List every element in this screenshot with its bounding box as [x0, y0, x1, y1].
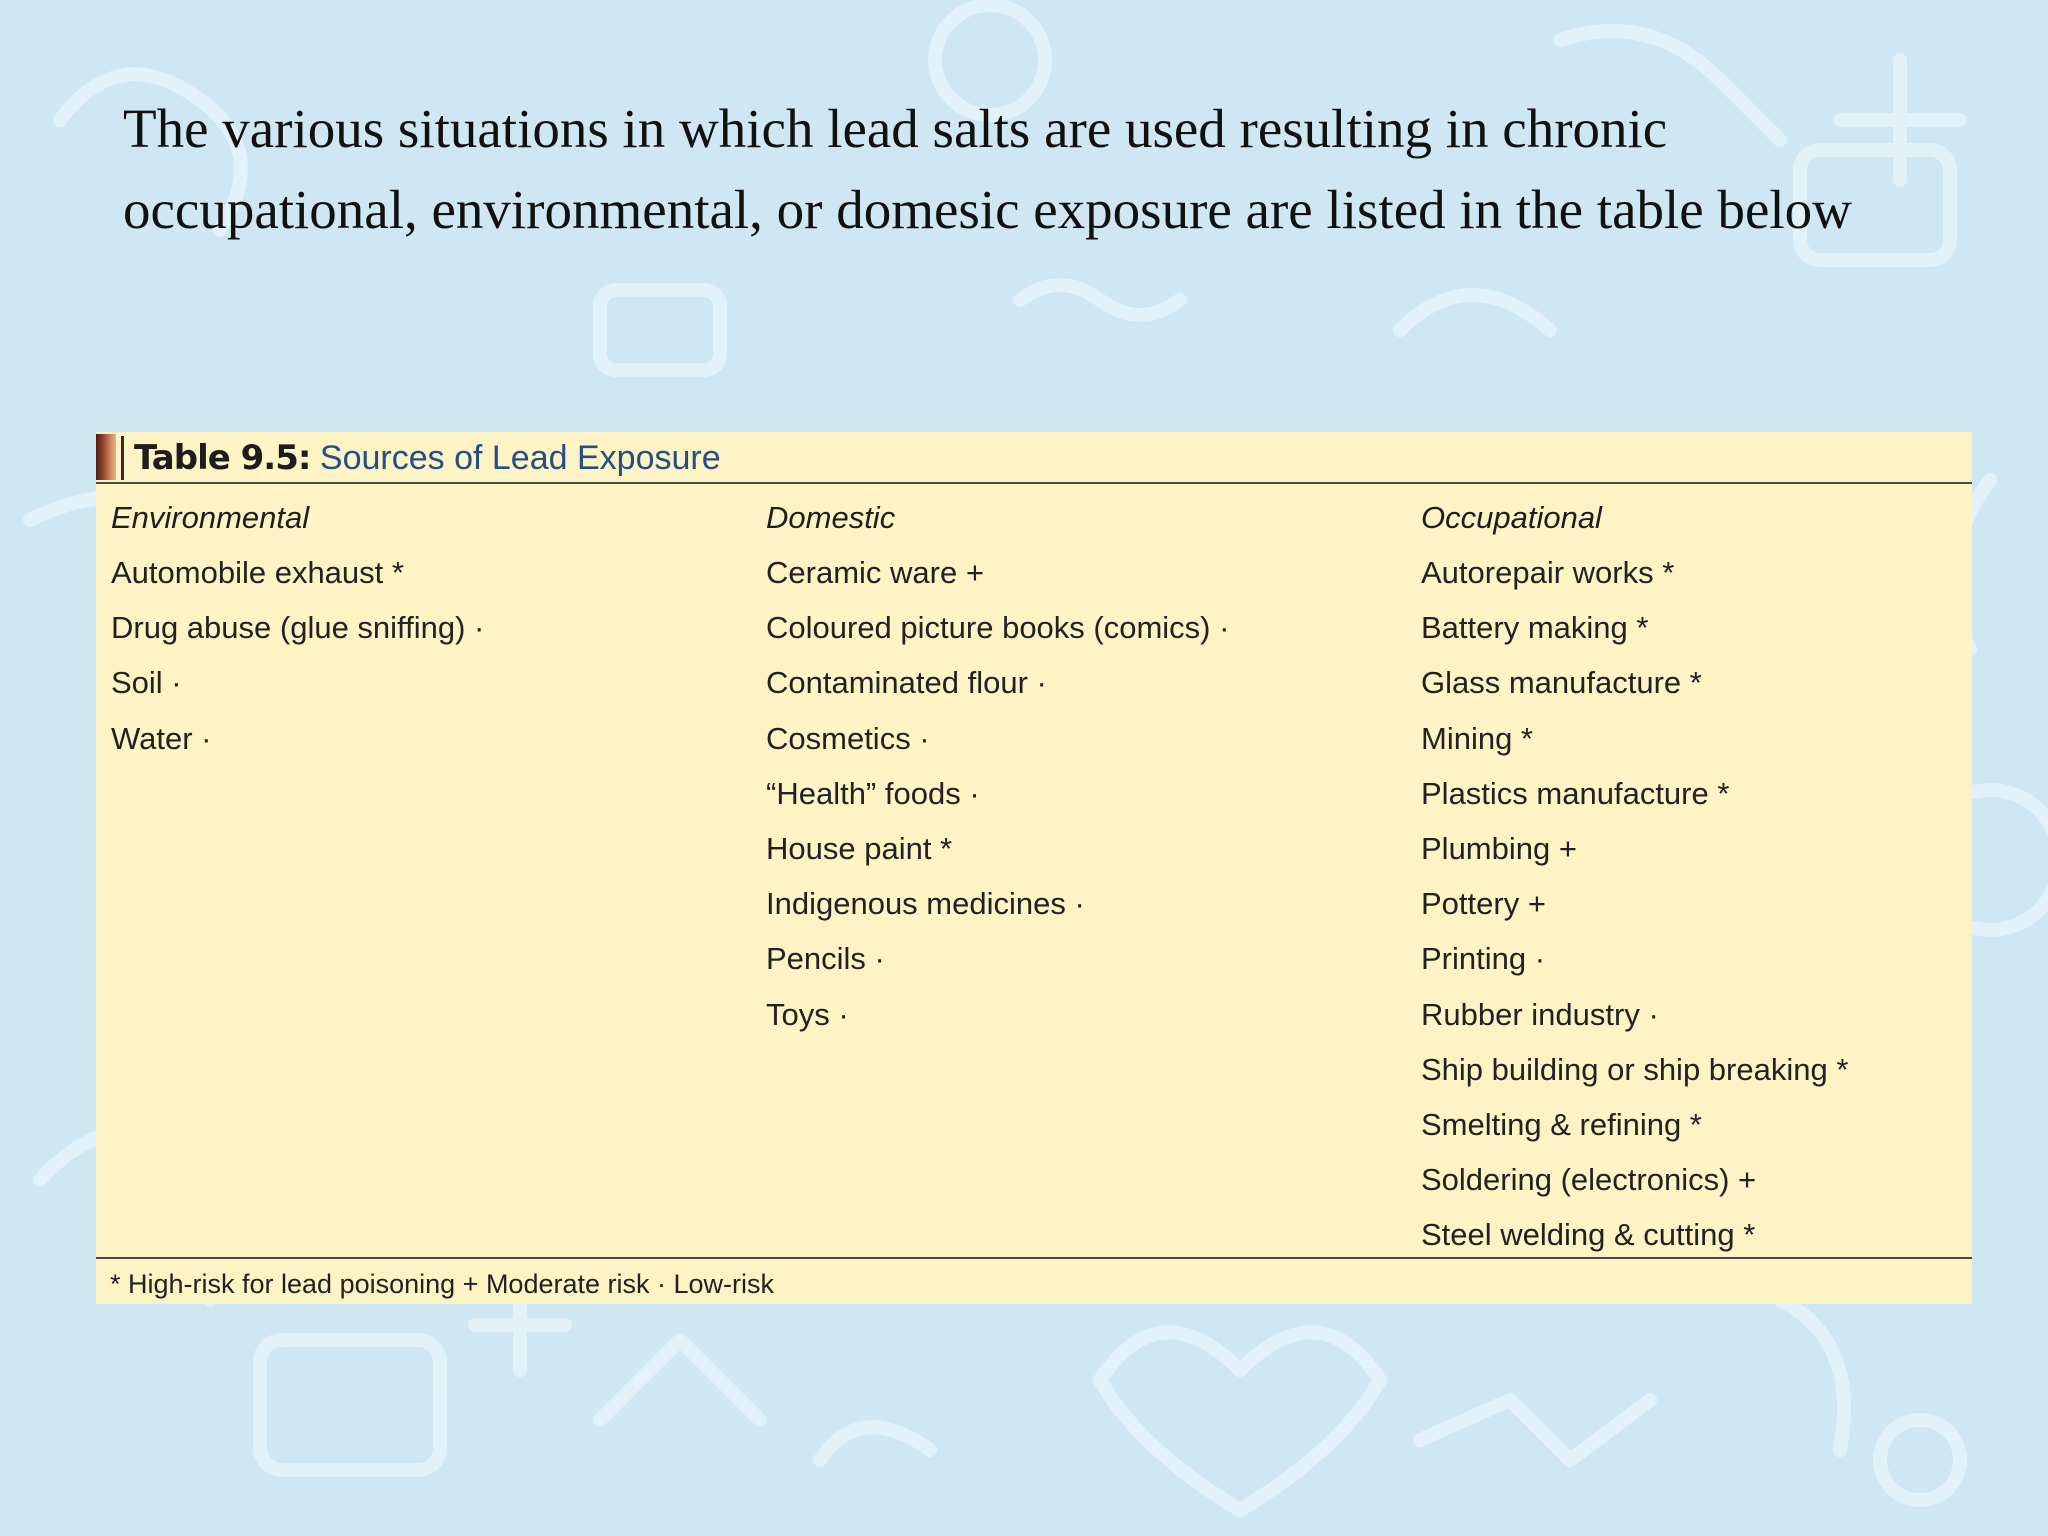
- table-number: Table 9.5:: [134, 438, 311, 478]
- list-item: Drug abuse (glue sniffing) ·: [111, 610, 485, 646]
- list-item: “Health” foods ·: [766, 775, 980, 811]
- table-caption: Sources of Lead Exposure: [319, 439, 721, 477]
- list-item: Mining *: [1421, 720, 1533, 756]
- occupational-list: [1421, 545, 1848, 1263]
- list-item: Ship building or ship breaking *: [1421, 1051, 1849, 1087]
- list-item: Pottery +: [1421, 886, 1546, 922]
- list-item: Plastics manufacture *: [1421, 775, 1730, 811]
- table-top-rule: [96, 482, 1972, 484]
- list-item: Plumbing +: [1421, 831, 1577, 867]
- list-item: Contaminated flour ·: [766, 665, 1047, 701]
- list-item: Cosmetics ·: [766, 720, 930, 756]
- list-item: Autorepair works *: [1421, 555, 1675, 590]
- list-item: Pencils ·: [766, 941, 885, 977]
- list-item: Toys ·: [766, 996, 849, 1032]
- intro-paragraph: The various situations in which lead salts are used resulting in chronic occupational, environmental, or domesic exposure are listed in the table below: [123, 98, 1852, 240]
- column-occupational: [1421, 490, 1848, 1263]
- list-item: Battery making *: [1421, 610, 1649, 646]
- environmental-list: [111, 545, 484, 766]
- title-accent-bar: [96, 434, 116, 480]
- list-item: Indigenous medicines ·: [766, 886, 1085, 922]
- list-item: Printing ·: [1421, 941, 1546, 977]
- column-environmental: [111, 490, 484, 766]
- list-item: Water ·: [111, 720, 212, 756]
- list-item: Rubber industry ·: [1421, 996, 1659, 1032]
- list-item: House paint *: [766, 831, 953, 867]
- lead-exposure-table: [96, 432, 1972, 1304]
- list-item: Automobile exhaust *: [111, 555, 404, 590]
- list-item: Ceramic ware +: [766, 555, 984, 590]
- column-header-occupational: Occupational: [1421, 500, 1602, 535]
- table-title: [134, 436, 721, 480]
- list-item: Soldering (electronics) +: [1421, 1162, 1757, 1198]
- title-divider: [121, 436, 124, 480]
- table-title-row: [96, 432, 1972, 482]
- column-domestic: [766, 490, 1229, 1042]
- column-header-domestic: Domestic: [766, 500, 896, 535]
- list-item: Coloured picture books (comics) ·: [766, 610, 1230, 646]
- list-item: Smelting & refining *: [1421, 1107, 1702, 1143]
- table-footnote: * High-risk for lead poisoning + Moderate risk · Low-risk: [110, 1269, 775, 1299]
- list-item: Glass manufacture *: [1421, 665, 1702, 701]
- table-bottom-rule: [96, 1257, 1972, 1259]
- list-item: Steel welding & cutting *: [1421, 1217, 1756, 1253]
- list-item: Soil ·: [111, 665, 182, 701]
- column-header-environmental: Environmental: [111, 500, 310, 535]
- domestic-list: [766, 545, 1229, 1042]
